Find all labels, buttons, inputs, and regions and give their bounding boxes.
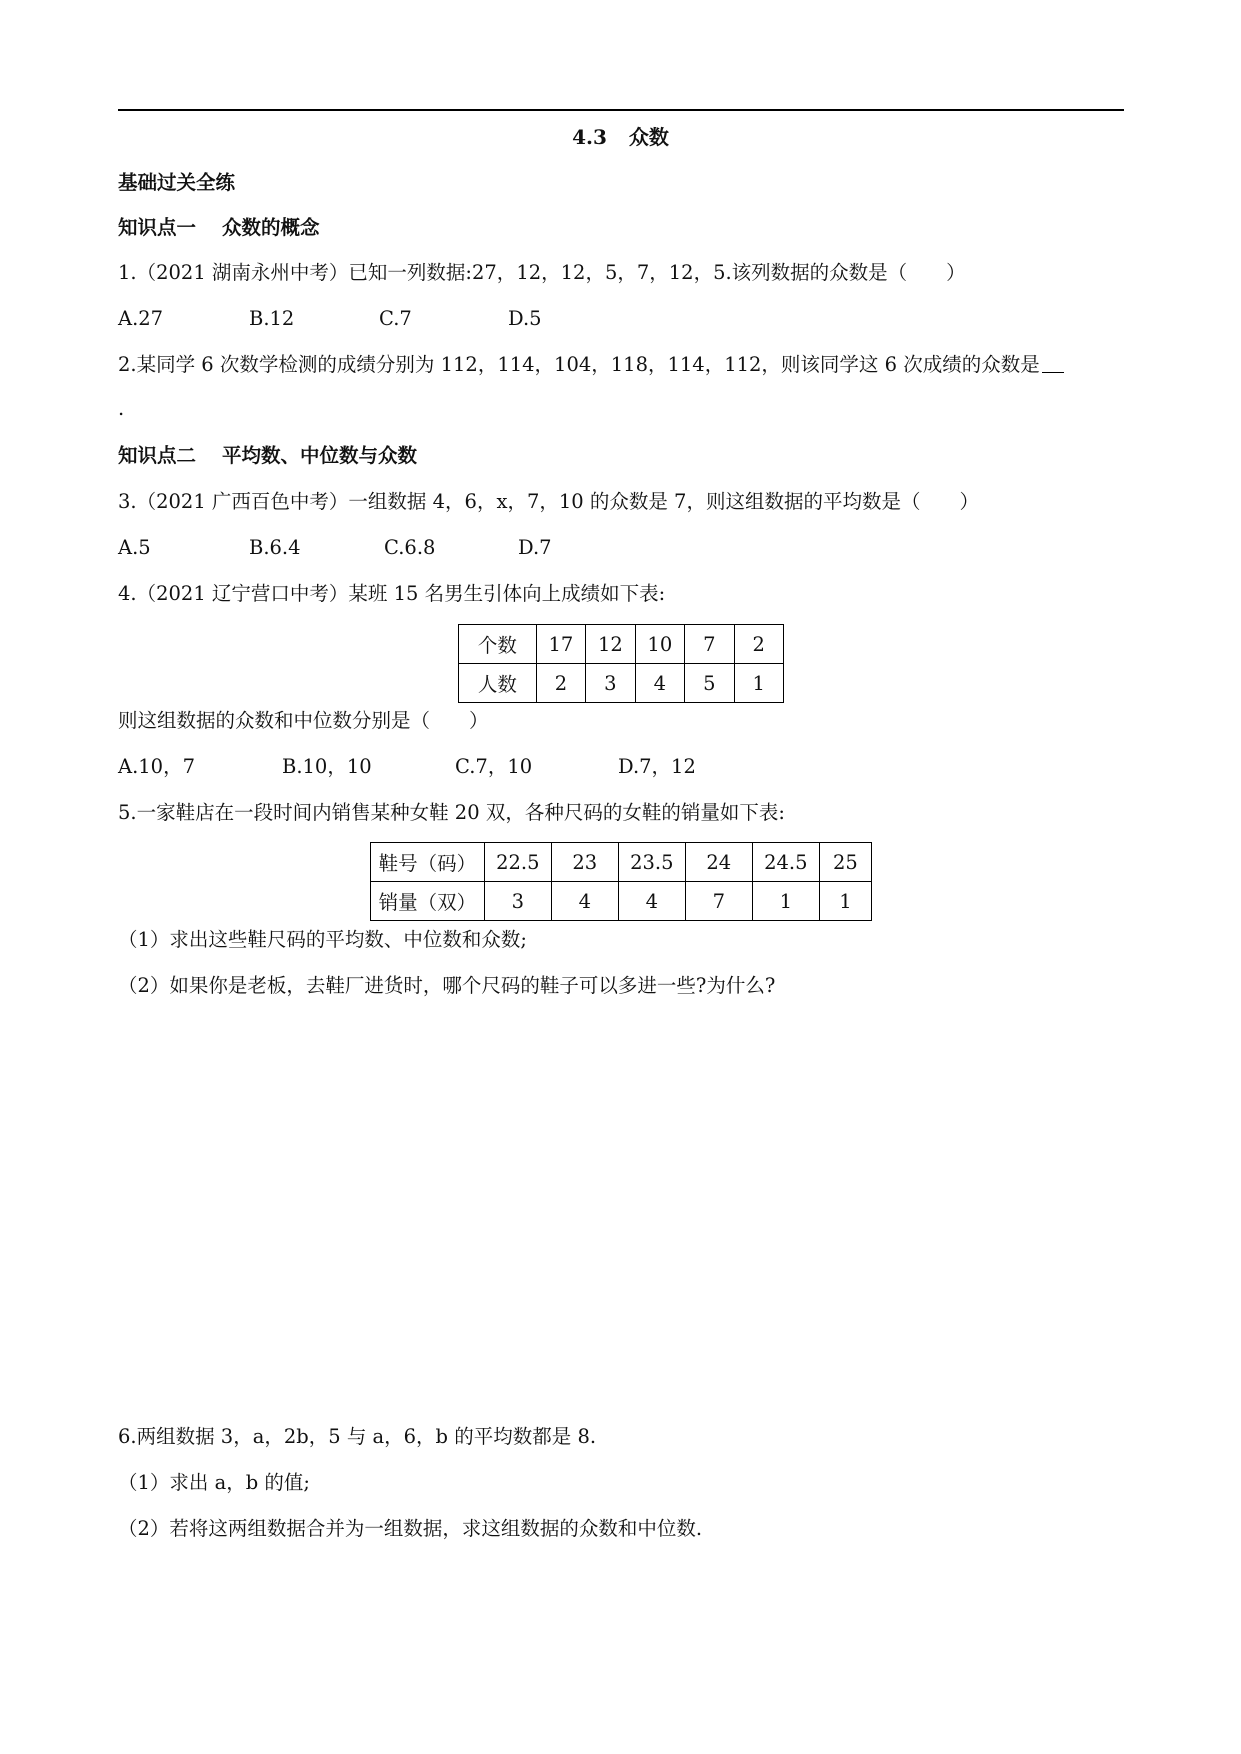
q1-option-a: A.27 [118,307,164,330]
top-rule [118,109,1124,111]
table-row [459,664,784,703]
table-row [371,843,872,882]
table-cell: 3 [586,664,635,703]
page-title [0,124,1241,150]
q3-option-b: B.6.4 [249,536,301,559]
table-cell: 4 [618,882,685,921]
kp2-text: 平均数、中位数与众数 [222,444,418,467]
question-4-stem: 4.（2021 辽宁营口中考）某班 15 名男生引体向上成绩如下表: [118,582,666,605]
title-number: 4.3 [572,125,607,149]
table-cell: 2 [536,664,585,703]
question-1-stem: 1.（2021 湖南永州中考）已知一列数据:27，12，12，5，7，12，5.该列数据的众数是（ ） [118,261,966,284]
question-2-stem [118,352,1064,378]
table-cell: 1 [752,882,819,921]
table-cell: 24.5 [752,843,819,882]
table-cell: 23 [551,843,618,882]
q1-option-d: D.5 [508,307,542,330]
table-cell: 4 [635,664,684,703]
knowledge-point-2 [118,443,417,469]
table-cell: 2 [734,625,783,664]
table-cell: 5 [685,664,734,703]
table-cell: 4 [551,882,618,921]
section-heading: 基础过关全练 [118,171,236,194]
table-cell: 23.5 [618,843,685,882]
shoe-size-table [370,842,872,921]
table-cell: 7 [685,625,734,664]
question-3-stem: 3.（2021 广西百色中考）一组数据 4，6，x，7，10 的众数是 7，则这组数据的平均数是（ ） [118,490,979,513]
question-5-sub-1: （1）求出这些鞋尺码的平均数、中位数和众数; [118,928,527,951]
table-cell: 10 [635,625,684,664]
q3-option-d: D.7 [518,536,552,559]
table-cell: 7 [685,882,752,921]
q4-option-a: A.10，7 [118,755,196,778]
table-cell: 1 [819,882,871,921]
table-cell: 3 [484,882,551,921]
question-6-sub-1: （1）求出 a，b 的值; [118,1471,310,1494]
kp1-text: 众数的概念 [222,216,320,239]
table-cell: 销量（双） [371,882,485,921]
question-4-after: 则这组数据的众数和中位数分别是（ ） [118,709,489,732]
question-5-sub-2: （2）如果你是老板，去鞋厂进货时，哪个尺码的鞋子可以多进一些?为什么? [118,974,776,997]
table-cell: 人数 [459,664,537,703]
table-cell: 22.5 [484,843,551,882]
q3-option-c: C.6.8 [384,536,436,559]
q3-option-a: A.5 [118,536,151,559]
q4-option-c: C.7，10 [455,755,533,778]
table-row [371,882,872,921]
table-cell: 24 [685,843,752,882]
table-cell: 25 [819,843,871,882]
table-cell: 个数 [459,625,537,664]
pullup-table [458,624,784,703]
q2-answer-blank [1042,354,1064,373]
question-2-tail: . [118,397,125,420]
q1-option-b: B.12 [249,307,295,330]
kp1-label: 知识点一 [118,216,197,239]
q2-stem-text: 2.某同学 6 次数学检测的成绩分别为 112，114，104，118，114，112，则该同学这 6 次成绩的众数是 [118,353,1040,376]
table-cell: 12 [586,625,635,664]
title-text: 众数 [628,125,669,149]
question-6-stem: 6.两组数据 3，a，2b，5 与 a，6，b 的平均数都是 8. [118,1425,597,1448]
q1-option-c: C.7 [379,307,412,330]
table-cell: 鞋号（码） [371,843,485,882]
question-6-sub-2: （2）若将这两组数据合并为一组数据，求这组数据的众数和中位数. [118,1517,703,1540]
q4-option-d: D.7，12 [618,755,696,778]
table-cell: 1 [734,664,783,703]
table-row [459,625,784,664]
q4-option-b: B.10，10 [282,755,372,778]
question-5-stem: 5.一家鞋店在一段时间内销售某种女鞋 20 双，各种尺码的女鞋的销量如下表: [118,801,785,824]
kp2-label: 知识点二 [118,444,197,467]
table-cell: 17 [536,625,585,664]
knowledge-point-1 [118,215,320,241]
